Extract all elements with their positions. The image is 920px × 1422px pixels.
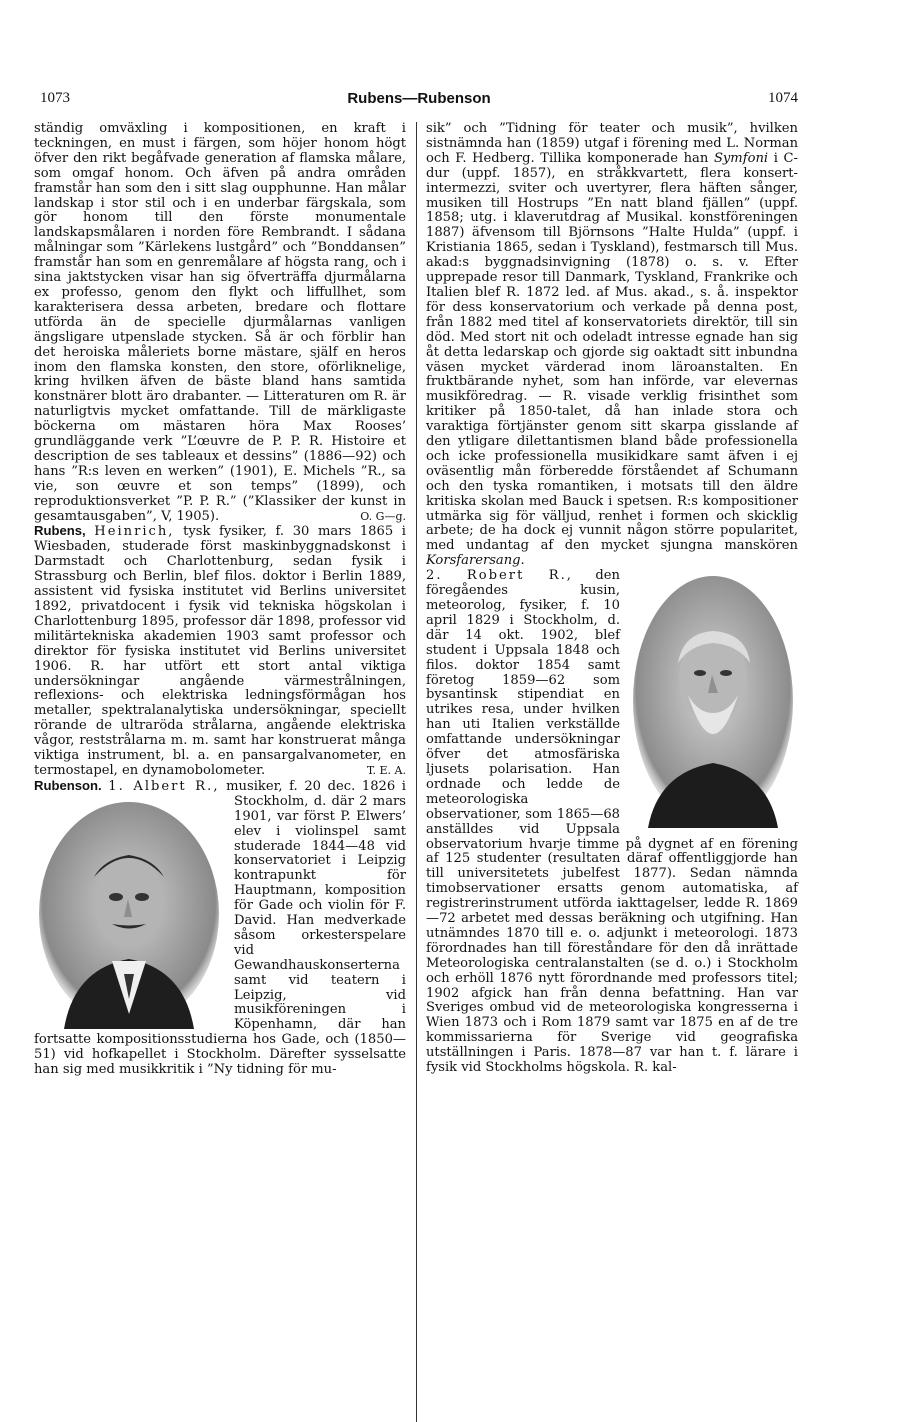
rubens-article-end: ständig omväxling i kompositionen, en kraft i teckningen, en must i färgen, som höjer honom högt öfver den rikt begåfvade generation af flamska målare, som omgaf honom. Och äfven på andra områden framstår han som den i sitt slag oupphunne. Han målar landskap i stor stil och i en underbar färgskala, som gör honom till den förste monumentale landskapsmålaren i norden före Rembrandt. I sådana målningar som ”Kärlekens lustgård” och ”Bonddansen” framstår han som en genremålare af högsta rang, och i sina jaktstycken visar han sig öfverträffa djurmålarna ex professo, genom den flykt och liffullhet, som karakterisera dessa arbeten, bredare och flottare utförda än de specielle djurmålarnas vanligen ängsligare utpenslade stycken. Så är och förblir han det heroiska måleriets borne mästare, själf en heros inom den flamska konsten, den store, oförliknelige, kring hvilken äfven de bäste bland hans samtida konstnärer blott äro drabanter. — Litteraturen om R. är naturligtvis mycket omfattande. Till de märkligaste böckerna om mästaren höra Max Rooses’ grundläggande verk ”L’œuvre de P. P. R. Histoire et description de ses tableaux et dessins” (1886—92) och hans ”R:s leven en werken” (1901), E. Michels ”R., sa vie, son œuvre et son temps” (1899), och reproduktionsverket ”P. P. R.” (”Klassiker der kunst in gesamtausgaben”, V, 1905). O. G—g. [34, 121, 406, 524]
signature-tea: T. E. A. [366, 763, 406, 777]
article-robert-rubenson: 2. Robert R., den föregåendes kusin, meteorolog, fysiker, f. 10 april 1829 i Stockholm, d. där 14 okt. 1902, blef student i Uppsala 1848 och filos. doktor 1854 samt företog 1859—62 som bysantinsk stipendiat en utrikes resa, under hvilken han uti Italien verkställde omfattande undersökningar öfver det atmosfäriska ljusets polarisation. Han ordnade och ledde de meteorologiska observationer, som 1865—68 anställdes vid Uppsala observatorium hvarje timme på dygnet af en förening af 125 studenter (resultaten däraf offentliggjorde han till universitetets jubelfest 1877). Sedan nämnda timobservationer ersatts genom automatiska, af registrerinstrument utförda iakttagelser, ledde R. 1869—72 arbetet med dessas beräkning och utgifning. Han utnämndes 1870 till e. o. adjunkt i meteorologi. 1873 förordnades han till föreståndare för den då inrättade Meteorologiska centralanstalten (se d. o.) i Stockholm och erhöll 1876 nytt förordnande med professors titel; 1902 afgick han från denna befattning. Han var Sveriges ombud vid de meteorologiska kongresserna i Wien 1873 och i Rom 1879 samt var 1875 en af de tre kommissarierna för Sverige vid geografiska utställningen i Paris. 1878—87 var han t. f. lärare i fysik vid Stockholms högskola. R. kal- [426, 568, 798, 1076]
entry-heading-rubenson: Rubenson. [34, 777, 102, 793]
signature-ogg: O. G—g. [360, 509, 406, 523]
entry-name-heinrich: Heinrich, [94, 524, 175, 540]
page-number-right: 1074 [768, 90, 798, 106]
article-rubenson: Rubenson. 1. Albert R., musiker, f. 20 dec. 1826 i Stockholm, d. där 2 mars 1901, var först P. Elwers’ elev i violinspel samt studerade 1844—48 vid konservatoriet i Leipzig kontrapunkt för Hauptmann, komposition för Gade och violin för F. David. Han medverkade såsom orkesterspelare vid Gewandhauskonserterna samt vid teatern i Leipzig, vid musikföreningen i Köpenhamn, där han fortsatte kompositionsstudierna hos Gade, och (1850—51) vid hofkapellet i Stockholm. Därefter sysselsatte han sig med musikkritik i ”Ny tidning för mu- [34, 777, 406, 1078]
page-header [40, 90, 798, 112]
albert-rubenson-portrait [34, 799, 224, 1029]
entry-name-albert: 1. Albert R., [108, 778, 220, 794]
work-title-korsfarersang: Korsfarersang. [426, 553, 525, 569]
entry-heading-rubens: Rubens, [34, 523, 86, 539]
article-heinrich-rubens: Rubens, Heinrich, tysk fysiker, f. 30 mars 1865 i Wiesbaden, studerade först maskinbyggnadskonst i Darmstadt och Charlottenburg, sedan fysik i Strassburg och Berlin, blef filos. doktor i Berlin 1889, assistent vid fysiska institutet vid Berlins universitet 1892, privatdocent i fysik vid tekniska högskolan i Charlottenburg 1895, professor där 1898, professor vid militärtekniska akademien 1903 samt professor och direktor för fysiska institutet vid Berlins universitet 1906. R. har utfört ett stort antal viktiga undersökningar angående värmestrålningen, reflexions- och elektriska ledningsförmågan hos metaller, spektralanalytiska undersökningar, speciellt rörande de ultraröda strålarna, angående elektriska vågor, reststrålarna m. m. samt har konstruerat många viktiga instrument, bl. a. en pansargalvanometer, en termostapel, en dynamobolometer. T. E. A. [34, 523, 406, 778]
entry-name-robert: 2. Robert R., [426, 568, 573, 584]
column-divider [416, 122, 417, 1422]
left-column [34, 122, 406, 1078]
albert-rubenson-continued: sik” och ”Tidning för teater och musik”, hvilken sistnämnda han (1859) utgaf i förening med L. Norman och F. Hedberg. Tillika komponerade han Symfoni i C-dur (uppf. 1857), en stråkkvartett, flera konsert-intermezzi, sviter och uvertyrer, flera häften sånger, musiken till Hostrups ”En natt bland fjällen” (uppf. 1858; utg. i klaverutdrag af Musikal. konstföreningen 1887) äfvensom till Björnsons ”Halte Hulda” (uppf. i Kristiania 1865, sedan i Tyskland), festmarsch till Mus. akad:s byggnadsinvigning (1878) o. s. v. Efter upprepade resor till Danmark, Tyskland, Frankrike och Italien blef R. 1872 led. af Mus. akad., s. å. inspektor för dess konservatorium och verkade på denna post, från 1882 med titel af konservatoriets direktör, till sin död. Med stort nit och odeladt intresse egnade han sig åt detta ledarskap och gjorde sig oaktadt sitt inbundna väsen mycket värderad inom läroanstalten. En fruktbärande nyhet, som han införde, var elevernas musikföredrag. — R. visade verklig frisinthet som kritiker på 1850-talet, då han inlade stora och varaktiga förtjänster genom sitt skarpa gisslande af den ytligare dilettantismen bland både professionella och icke professionella musikidkare samt äfven i ej oväsentlig mån förberedde förståendet af Schumann och den tyska romantiken, i motsats till den äldre kritiska skolan med Bauck i spetsen. R:s kompositioner utmärka sig för välljud, renhet i formen och skicklig arbete; de ha dock ej vunnit någon större popularitet, med undantag af den mycket sjungna manskören Korsfarersang. [426, 121, 798, 569]
page-number-left: 1073 [40, 90, 70, 106]
page-title: Rubens—Rubenson [347, 90, 491, 107]
right-column [426, 122, 798, 1076]
work-title-symfoni: Symfoni [713, 150, 769, 166]
robert-rubenson-portrait [628, 573, 798, 828]
